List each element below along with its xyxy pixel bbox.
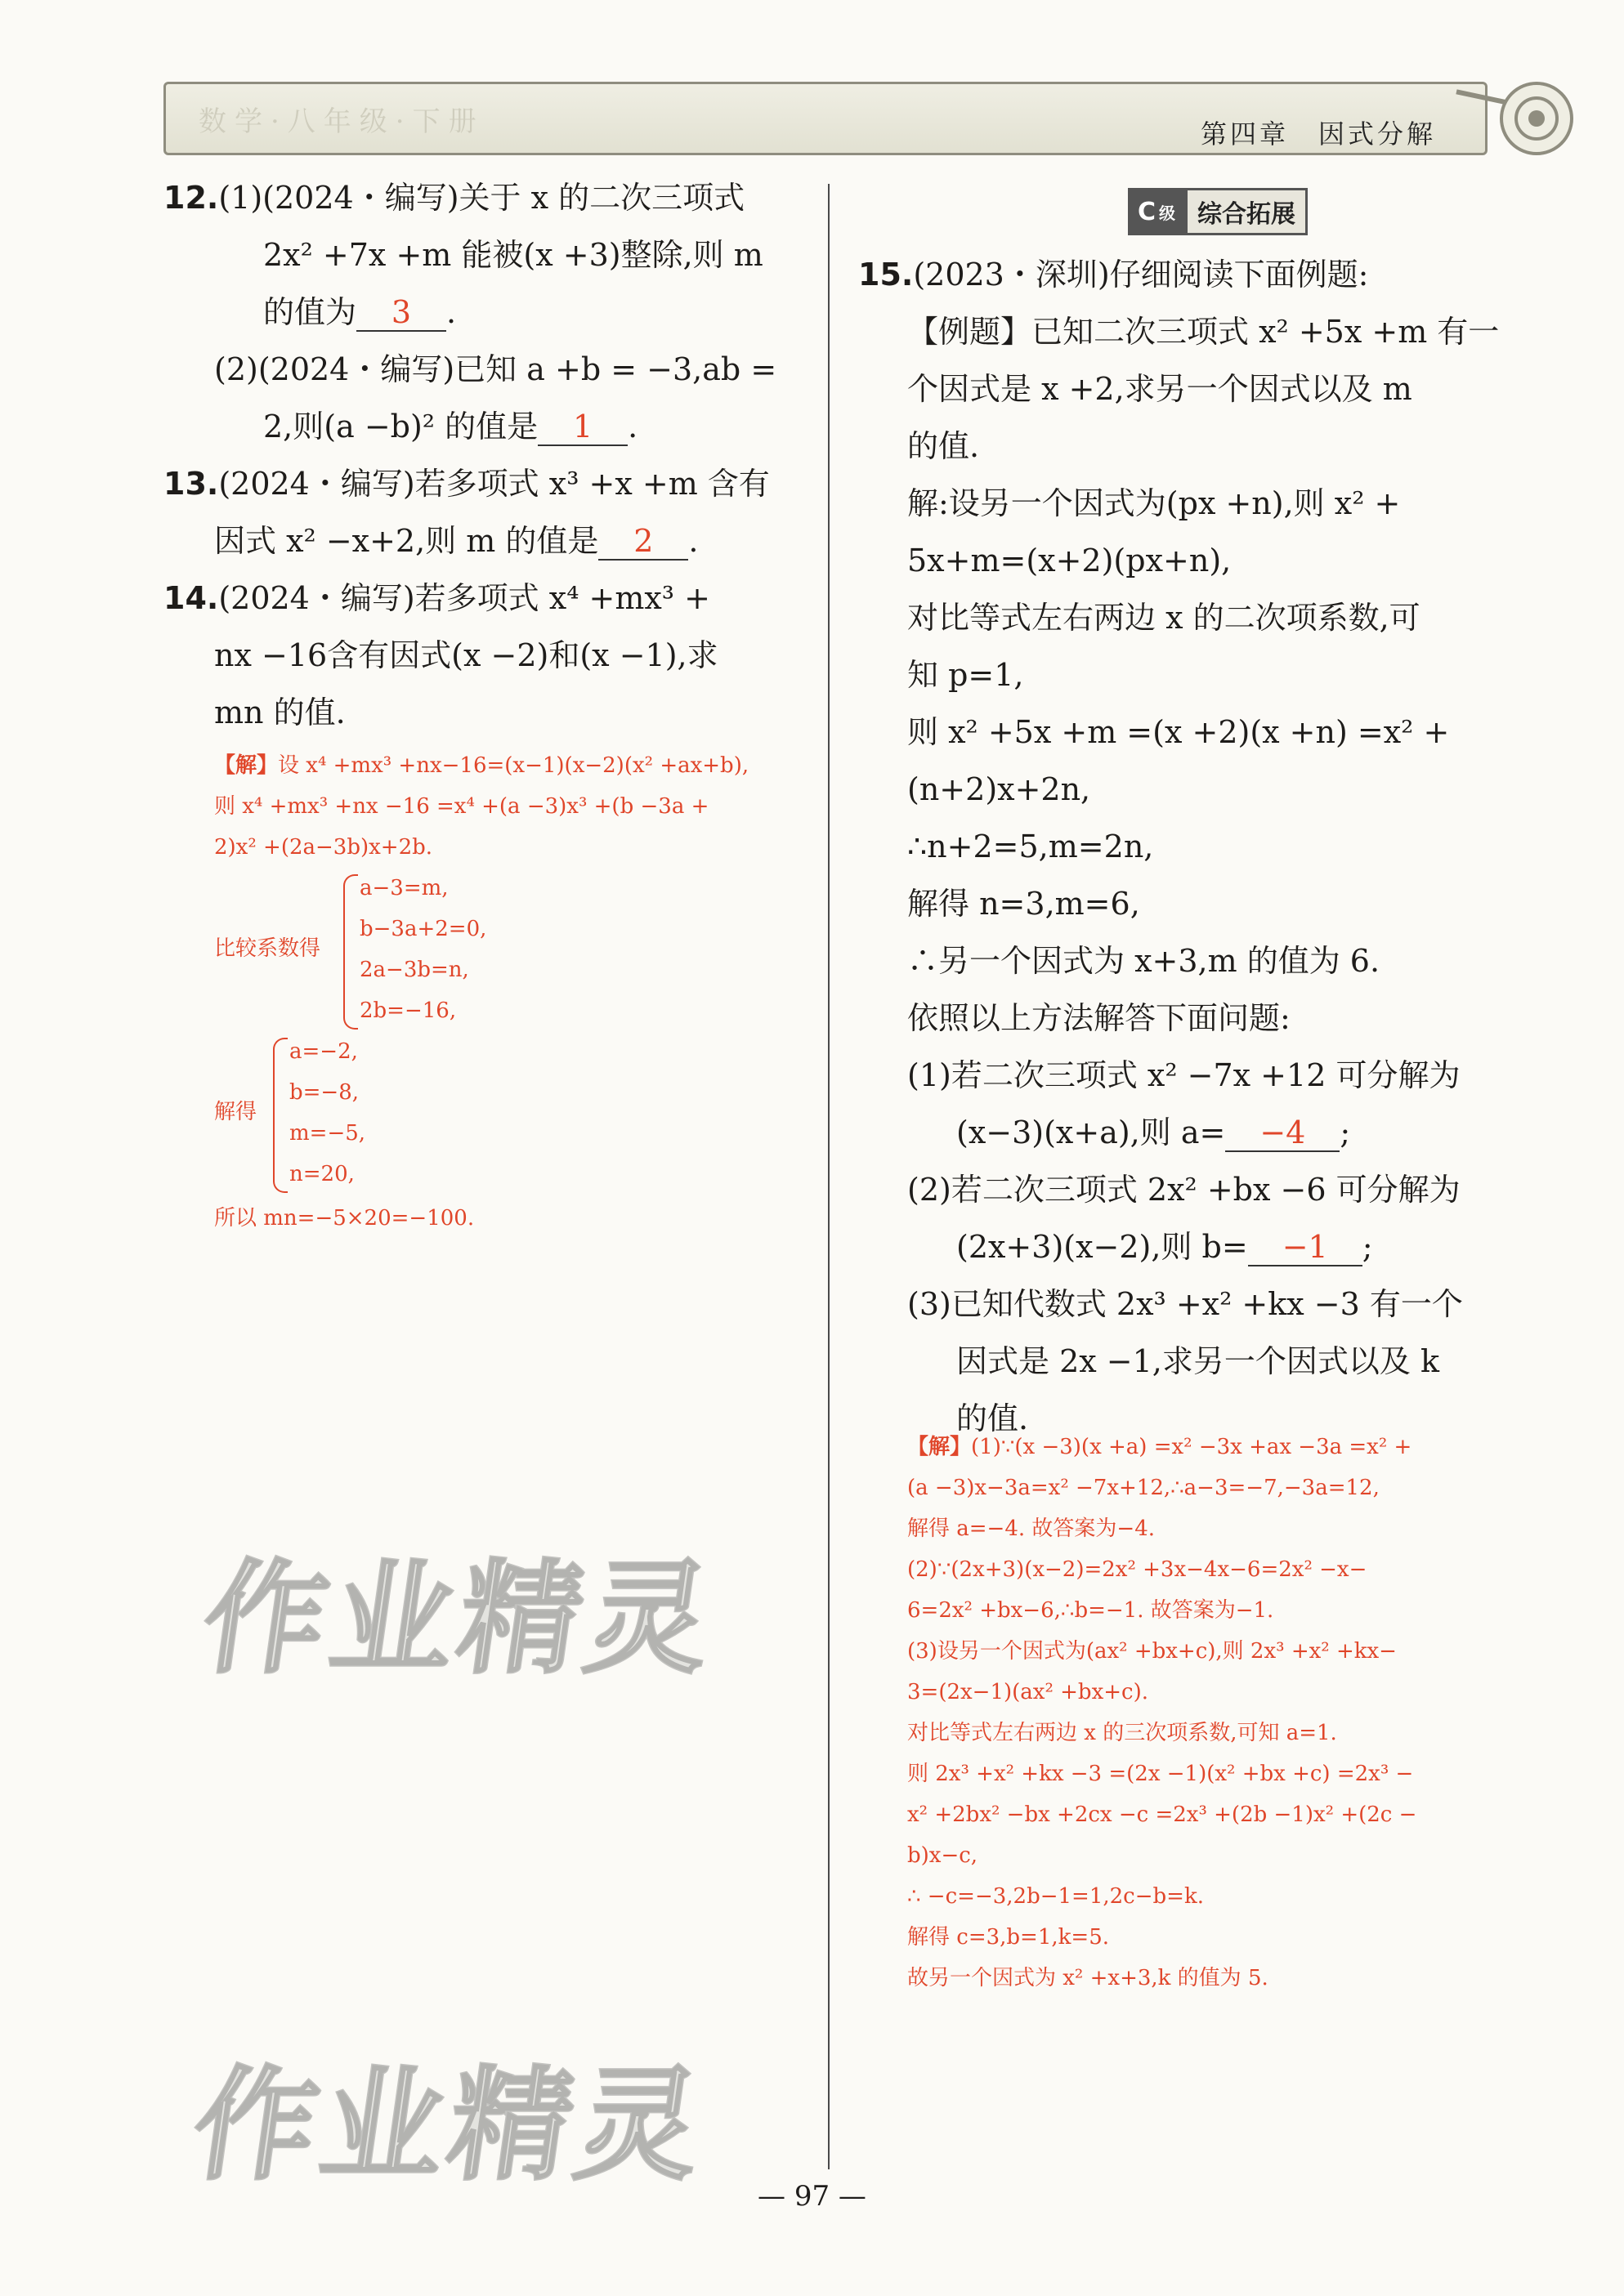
q15-example-line-13: 依照以上方法解答下面问题: [907, 1000, 1291, 1036]
chapter-title: 第四章 因式分解 [1200, 118, 1436, 150]
q15-sub1-answer: −4 [1225, 1114, 1340, 1152]
q15-example-line-6: 对比等式左右两边 x 的二次项系数,可 [907, 600, 1420, 636]
column-divider [828, 184, 830, 2169]
q12-part2-answer: 1 [538, 409, 628, 446]
q14-solution-text-3: 2)x² +(2a−3b)x+2b. [214, 835, 433, 860]
q15-solution-text-11: b)x−c, [907, 1843, 978, 1868]
q15-solution-text-12: ∴ −c=−3,2b−1=1,2c−b=k. [907, 1884, 1204, 1909]
q15-sub1-suffix: ; [1340, 1114, 1351, 1150]
page-number: — 97 — [758, 2180, 866, 2213]
q15-solution-text-2: (a −3)x−3a=x² −7x+12,∴a−3=−7,−3a=12, [907, 1476, 1380, 1500]
q15-sub2-line-2 [956, 1227, 1373, 1266]
system1-eq-4: 2b=−16, [360, 998, 457, 1023]
q14-solution-line-1 [214, 750, 749, 781]
q12-line-1 [163, 178, 745, 217]
system2-eq-3: m=−5, [289, 1121, 366, 1146]
q15-solution-text-7: 3=(2x−1)(ax² +bx+c). [907, 1680, 1148, 1704]
system-brace-1 [343, 874, 358, 1030]
q15-line-intro [858, 255, 1369, 294]
q13-line-2 [214, 521, 698, 561]
q15-sub1-line-2 [956, 1113, 1350, 1152]
q15-solution-text-8: 对比等式左右两边 x 的三次项系数,可知 a=1. [907, 1721, 1337, 1745]
q13-suffix: . [688, 523, 699, 559]
q13-answer: 2 [598, 523, 688, 561]
q12-part2-suffix: . [628, 409, 638, 444]
q15-example-line-8: 则 x² +5x +m =(x +2)(x +n) =x² + [907, 714, 1450, 750]
q14-text-1: (2024・编写)若多项式 x⁴ +mx³ + [218, 580, 710, 616]
section-level [1128, 188, 1185, 235]
q15-example-line-4: 解:设另一个因式为(px +n),则 x² + [907, 485, 1401, 521]
q14-solution-text-1: 设 x⁴ +mx³ +nx−16=(x−1)(x−2)(x² +ax+b), [278, 753, 749, 778]
watermark-1: 作业精灵 [194, 1548, 725, 1691]
q12-number: 12. [163, 180, 219, 216]
q15-example-line-2: 个因式是 x +2,求另一个因式以及 m [907, 371, 1412, 407]
q13-text-1: (2024・编写)若多项式 x³ +x +m 含有 [218, 466, 770, 502]
q14-line-1 [163, 578, 710, 618]
q15-sub2-text-1: (2)若二次三项式 2x² +bx −6 可分解为 [907, 1172, 1461, 1208]
system1-eq-1: a−3=m, [360, 876, 449, 900]
q15-sub2-answer: −1 [1248, 1229, 1362, 1266]
q15-example-line-7: 知 p=1, [907, 657, 1024, 693]
chapter-header-bar [163, 82, 1488, 155]
q12-part1-line-3 [263, 293, 456, 332]
q15-solution-text-14: 故另一个因式为 x² +x+3,k 的值为 5. [907, 1966, 1268, 1990]
system2-eq-2: b=−8, [289, 1080, 360, 1105]
q12-part2-text-1: (2)(2024・编写)已知 a +b = −3,ab = [214, 351, 777, 387]
q14-solution-final: 所以 mn=−5×20=−100. [214, 1206, 475, 1231]
q15-solution-text-4: (2)∵(2x+3)(x−2)=2x² +3x−4x−6=2x² −x− [907, 1557, 1367, 1582]
q15-solution-text-3: 解得 a=−4. 故答案为−4. [907, 1517, 1155, 1541]
system-brace-2 [273, 1038, 288, 1193]
q15-example-line-9: (n+2)x+2n, [907, 771, 1091, 807]
q15-solution-text-13: 解得 c=3,b=1,k=5. [907, 1925, 1110, 1950]
q13-prefix: 因式 x² −x+2,则 m 的值是 [214, 523, 599, 559]
watermark-2: 作业精灵 [184, 2055, 715, 2197]
q12-part2-line-2 [263, 407, 638, 446]
q15-sub1-prefix: (x−3)(x+a),则 a= [956, 1114, 1226, 1150]
header-ghost-text: 数学·八年级·下册 [199, 105, 485, 138]
q15-example-line-10: ∴n+2=5,m=2n, [907, 829, 1154, 864]
q15-solution-text-1: (1)∵(x −3)(x +a) =x² −3x +ax −3a =x² + [971, 1435, 1412, 1459]
q15-solution-tag: 【解】 [907, 1435, 972, 1459]
q15-number: 15. [858, 257, 914, 293]
q15-sub1-text-1: (1)若二次三项式 x² −7x +12 可分解为 [907, 1057, 1461, 1093]
q15-solution-line-1 [907, 1432, 1411, 1463]
q12-part1-suffix: . [446, 294, 457, 330]
q15-example-line-12: ∴另一个因式为 x+3,m 的值为 6. [907, 943, 1380, 979]
q12-part1-answer: 3 [356, 294, 446, 332]
q13-number: 13. [163, 466, 219, 502]
q15-intro: (2023・深圳)仔细阅读下面例题: [913, 257, 1369, 293]
q14-text-2: nx −16含有因式(x −2)和(x −1),求 [214, 637, 718, 673]
q15-sub2-suffix: ; [1362, 1229, 1373, 1265]
q15-solution-text-9: 则 2x³ +x² +kx −3 =(2x −1)(x² +bx +c) =2x³ − [907, 1762, 1414, 1786]
q15-example-line-11: 解得 n=3,m=6, [907, 886, 1140, 922]
q14-solution-tag: 【解】 [214, 753, 279, 778]
section-level-suffix: 级 [1159, 203, 1176, 223]
q15-example-line-1: 【例题】已知二次三项式 x² +5x +m 有一 [907, 314, 1500, 350]
q15-sub3-text-3: 的值. [956, 1400, 1029, 1436]
q15-sub3-text-2: 因式是 2x −1,求另一个因式以及 k [956, 1343, 1439, 1379]
q12-part2-prefix: 2,则(a −b)² 的值是 [263, 409, 539, 444]
q14-number: 14. [163, 580, 219, 616]
system2-eq-4: n=20, [289, 1162, 355, 1186]
q15-example-line-5: 5x+m=(x+2)(px+n), [907, 543, 1232, 578]
system1-eq-3: 2a−3b=n, [360, 958, 469, 982]
q12-part1-text-2: 2x² +7x +m 能被(x +3)整除,则 m [263, 237, 763, 273]
compare-coefficients-label: 比较系数得 [214, 936, 321, 961]
section-badge [1128, 188, 1308, 235]
q15-example-line-3: 的值. [907, 428, 980, 464]
q14-text-3: mn 的值. [214, 695, 346, 730]
target-icon [1500, 82, 1573, 155]
q12-part1-text-1: (1)(2024・编写)关于 x 的二次三项式 [218, 180, 745, 216]
q15-solution-text-5: 6=2x² +bx−6,∴b=−1. 故答案为−1. [907, 1598, 1274, 1623]
q13-line-1 [163, 464, 770, 503]
section-level-letter: C [1138, 197, 1156, 226]
q15-sub3-text-1: (3)已知代数式 2x³ +x² +kx −3 有一个 [907, 1286, 1463, 1322]
q12-part1-prefix: 的值为 [263, 294, 357, 330]
q15-sub2-prefix: (2x+3)(x−2),则 b= [956, 1229, 1248, 1265]
q14-solution-text-2: 则 x⁴ +mx³ +nx −16 =x⁴ +(a −3)x³ +(b −3a + [214, 794, 709, 819]
section-name: 综合拓展 [1185, 188, 1308, 235]
solve-label: 解得 [214, 1100, 257, 1124]
system2-eq-1: a=−2, [289, 1039, 358, 1064]
q15-solution-text-6: (3)设另一个因式为(ax² +bx+c),则 2x³ +x² +kx− [907, 1639, 1397, 1664]
q15-solution-text-10: x² +2bx² −bx +2cx −c =2x³ +(2b −1)x² +(2c − [907, 1802, 1417, 1827]
system1-eq-2: b−3a+2=0, [360, 917, 487, 941]
